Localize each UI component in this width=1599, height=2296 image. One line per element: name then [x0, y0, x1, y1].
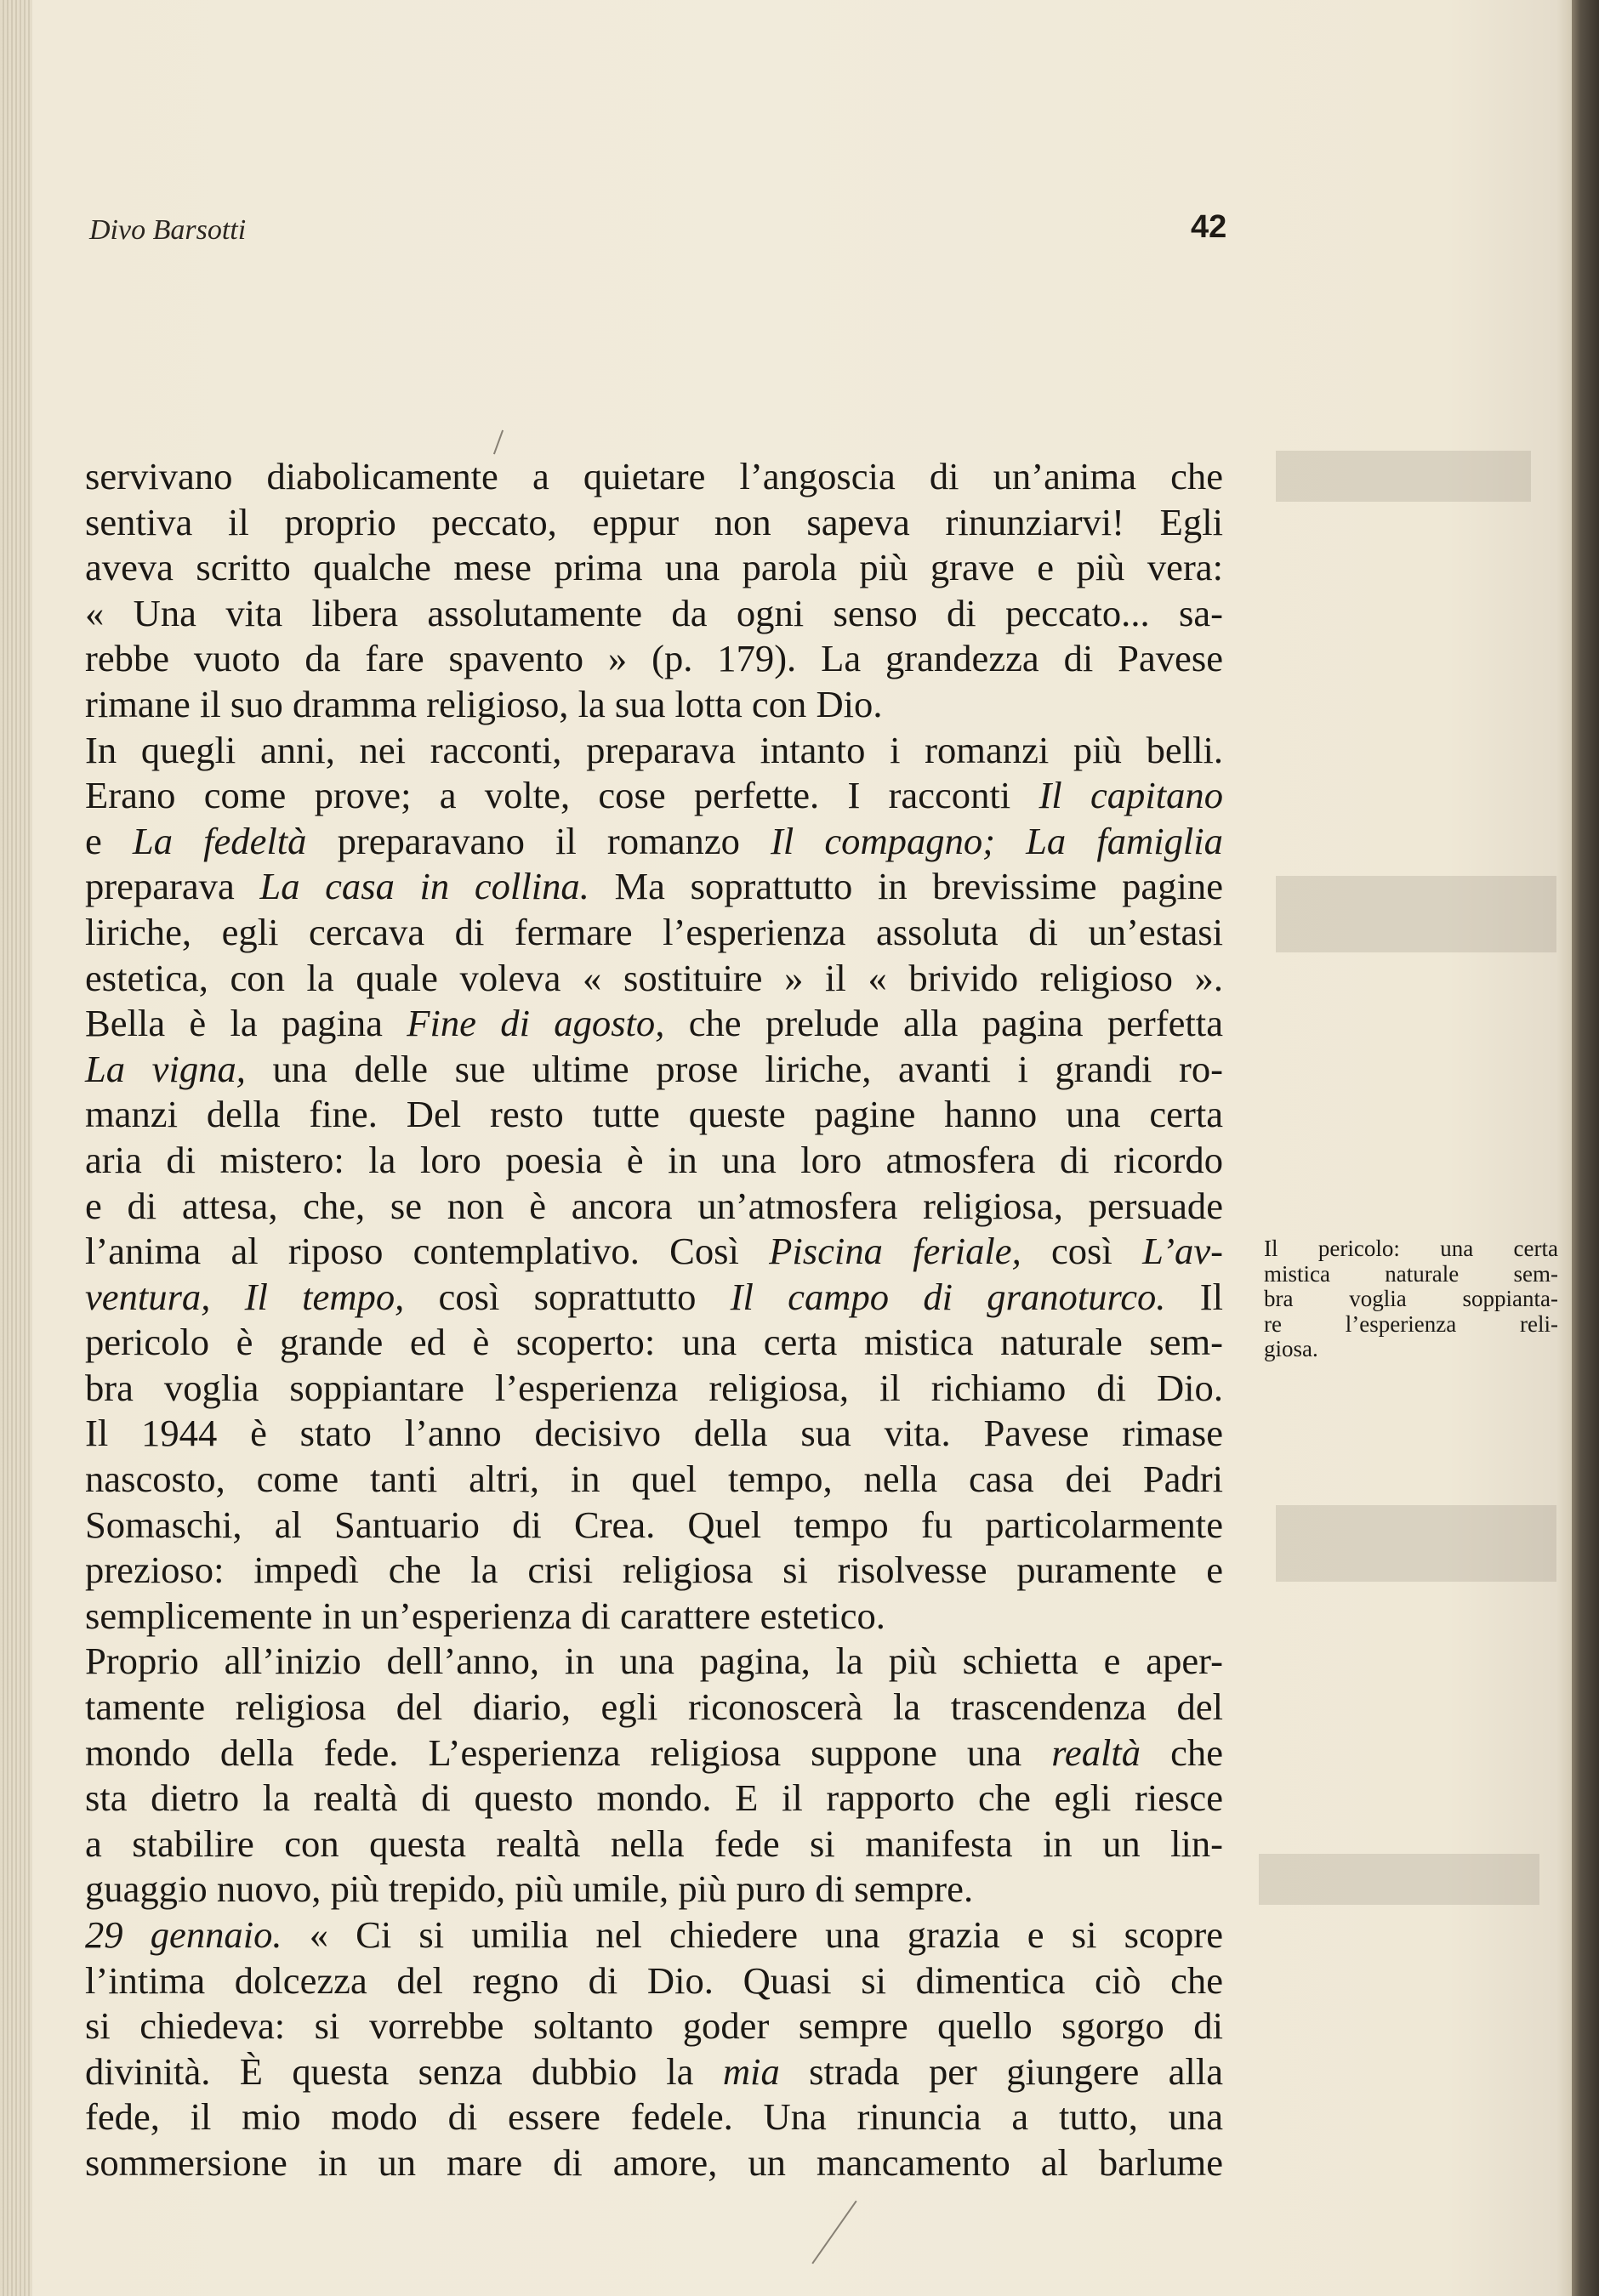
- body-line: [85, 1047, 1223, 1093]
- body-line: [85, 2094, 1223, 2140]
- text-segment: Il: [1165, 1275, 1223, 1318]
- text-segment: Erano come prove; a volte, cose perfette. I racconti: [85, 774, 1039, 817]
- body-line: [85, 1912, 1223, 1958]
- show-through-block: [1276, 1505, 1556, 1582]
- text-segment: che prelude alla pagina perfetta: [664, 1002, 1223, 1045]
- body-line: [85, 910, 1223, 956]
- body-line: [85, 819, 1223, 865]
- body-line: [85, 1821, 1223, 1867]
- text-segment: Il 1944 è stato l’anno decisivo della sua vita. Pavese rimase: [85, 1412, 1223, 1455]
- body-line: [85, 728, 1223, 774]
- margin-note-line: re l’esperienza reli-: [1264, 1310, 1558, 1337]
- body-line: [85, 545, 1223, 591]
- text-segment: e di attesa, che, se non è ancora un’atmosfera religiosa, persuade: [85, 1184, 1223, 1227]
- margin-note: [1264, 1236, 1558, 1362]
- page-edge-shadow: [1572, 0, 1599, 2296]
- body-line: [85, 1229, 1223, 1275]
- body-line: [85, 1503, 1223, 1549]
- body-line: [85, 2003, 1223, 2049]
- italic-title-segment: L’av-: [1142, 1230, 1223, 1273]
- body-line: [85, 864, 1223, 910]
- italic-title-segment: ventura, Il tempo,: [85, 1275, 405, 1318]
- italic-title-segment: Il campo di granoturco.: [730, 1275, 1166, 1318]
- body-line: [85, 956, 1223, 1002]
- pencil-mark: [493, 430, 504, 455]
- body-line: [85, 636, 1223, 682]
- italic-title-segment: Piscina feriale,: [769, 1230, 1021, 1273]
- italic-title-segment: Fine di agosto,: [407, 1002, 665, 1045]
- body-line: [85, 1867, 1223, 1912]
- body-line: [85, 1366, 1223, 1412]
- text-segment: manzi della fine. Del resto tutte queste pagine hanno una certa: [85, 1093, 1223, 1136]
- text-segment: pericolo è grande ed è scoperto: una certa mistica naturale sem-: [85, 1321, 1223, 1364]
- margin-note-line: giosa.: [1264, 1336, 1318, 1361]
- text-segment: e: [85, 819, 133, 862]
- body-line: [85, 682, 1223, 728]
- text-segment: nascosto, come tanti altri, in quel tempo, nella casa dei Padri: [85, 1458, 1223, 1501]
- text-segment: sta dietro la realtà di questo mondo. E il rapporto che egli riesce: [85, 1776, 1223, 1820]
- text-segment: così soprattutto: [404, 1275, 731, 1318]
- body-line: [85, 1958, 1223, 2004]
- body-line: [85, 1275, 1223, 1321]
- text-segment: mondo della fede. L’esperienza religiosa suppone una: [85, 1731, 1052, 1774]
- text-segment: sentiva il proprio peccato, eppur non sapeva rinunziarvi! Egli: [85, 500, 1223, 543]
- text-segment: servivano diabolicamente a quietare l’angoscia di un’anima che: [85, 455, 1223, 497]
- italic-title-segment: Il compagno; La famiglia: [771, 819, 1223, 862]
- text-segment: l’intima dolcezza del regno di Dio. Quasi si dimentica ciò che: [85, 1958, 1223, 2002]
- body-line: [85, 2140, 1223, 2186]
- body-line: [85, 1001, 1223, 1047]
- text-segment: aria di mistero: la loro poesia è in una loro atmosfera di ricordo: [85, 1138, 1223, 1181]
- body-text: [85, 454, 1223, 2186]
- text-segment: « Ci si umilia nel chiedere una grazia e si scopre: [282, 1913, 1223, 1956]
- text-segment: In quegli anni, nei racconti, preparava intanto i romanzi più belli.: [85, 728, 1223, 771]
- body-line: [85, 1138, 1223, 1184]
- body-line: [85, 1320, 1223, 1366]
- text-segment: una delle sue ultime prose liriche, avanti i grandi ro-: [245, 1047, 1223, 1090]
- margin-note-line: Il pericolo: una certa: [1264, 1236, 1558, 1261]
- text-segment: preparava: [85, 865, 260, 908]
- text-segment: divinità. È questa senza dubbio la: [85, 2049, 723, 2093]
- body-line: [85, 1685, 1223, 1731]
- show-through-block: [1276, 451, 1531, 502]
- text-segment: guaggio nuovo, più trepido, più umile, più puro di sempre.: [85, 1867, 974, 1911]
- italic-title-segment: La fedeltà: [132, 819, 307, 862]
- text-segment: l’anima al riposo contemplativo. Così: [85, 1230, 770, 1273]
- italic-title-segment: mia: [722, 2049, 780, 2093]
- body-line: [85, 1776, 1223, 1821]
- italic-title-segment: La casa in collina.: [259, 865, 589, 908]
- book-spine-edge: [0, 0, 32, 2296]
- body-line: [85, 1092, 1223, 1138]
- text-segment: semplicemente in un’esperienza di carattere estetico.: [85, 1594, 885, 1637]
- text-segment: estetica, con la quale voleva « sostituire » il « brivido religioso ».: [85, 956, 1223, 999]
- text-segment: « Una vita libera assolutamente da ogni senso di peccato... sa-: [85, 591, 1223, 634]
- page-number: 42: [1191, 209, 1227, 245]
- margin-note-line: mistica naturale sem-: [1264, 1260, 1558, 1287]
- pencil-mark: [811, 2201, 856, 2265]
- text-segment: bra voglia soppiantare l’esperienza religiosa, il richiamo di Dio.: [85, 1366, 1223, 1409]
- body-line: [85, 1731, 1223, 1776]
- text-segment: che: [1141, 1731, 1223, 1774]
- italic-title-segment: 29 gennaio.: [85, 1913, 282, 1956]
- italic-title-segment: La vigna,: [85, 1047, 246, 1090]
- text-segment: tamente religiosa del diario, egli riconoscerà la trascendenza del: [85, 1685, 1223, 1729]
- body-line: [85, 1639, 1223, 1685]
- body-line: [85, 2049, 1223, 2095]
- body-line: [85, 1411, 1223, 1457]
- body-line: [85, 773, 1223, 819]
- italic-title-segment: Il capitano: [1038, 774, 1223, 817]
- text-segment: fede, il mio modo di essere fedele. Una rinuncia a tutto, una: [85, 2095, 1223, 2139]
- body-line: [85, 500, 1223, 546]
- body-line: [85, 591, 1223, 637]
- body-line: [85, 454, 1223, 500]
- body-line: [85, 1184, 1223, 1230]
- running-header-author: Divo Barsotti: [89, 214, 247, 246]
- text-segment: a stabilire con questa realtà nella fede si manifesta in un lin-: [85, 1821, 1223, 1865]
- text-segment: Proprio all’inizio dell’anno, in una pagina, la più schietta e aper-: [85, 1640, 1223, 1683]
- show-through-block: [1276, 876, 1556, 952]
- text-segment: aveva scritto qualche mese prima una parola più grave e più vera:: [85, 546, 1223, 589]
- text-segment: liriche, egli cercava di fermare l’esperienza assoluta di un’estasi: [85, 910, 1223, 953]
- text-segment: strada per giungere alla: [779, 2049, 1223, 2093]
- italic-title-segment: realtà: [1051, 1731, 1141, 1774]
- body-line: [85, 1457, 1223, 1503]
- text-segment: prezioso: impedì che la crisi religiosa si risolvesse puramente e: [85, 1549, 1223, 1592]
- text-segment: Somaschi, al Santuario di Crea. Quel tempo fu particolarmente: [85, 1503, 1223, 1546]
- text-segment: sommersione in un mare di amore, un mancamento al barlume: [85, 2140, 1223, 2184]
- body-line: [85, 1548, 1223, 1594]
- show-through-block: [1259, 1854, 1539, 1905]
- text-segment: rebbe vuoto da fare spavento » (p. 179). La grandezza di Pavese: [85, 637, 1223, 680]
- text-segment: così: [1021, 1230, 1143, 1273]
- text-segment: preparavano il romanzo: [306, 819, 771, 862]
- text-segment: Bella è la pagina: [85, 1002, 407, 1045]
- text-segment: rimane il suo dramma religioso, la sua lotta con Dio.: [85, 682, 883, 725]
- text-segment: si chiedeva: si vorrebbe soltanto goder sempre quello sgorgo di: [85, 2004, 1223, 2048]
- body-line: [85, 1594, 1223, 1640]
- text-segment: Ma soprattutto in brevissime pagine: [589, 865, 1223, 908]
- margin-note-line: bra voglia soppianta-: [1264, 1286, 1558, 1311]
